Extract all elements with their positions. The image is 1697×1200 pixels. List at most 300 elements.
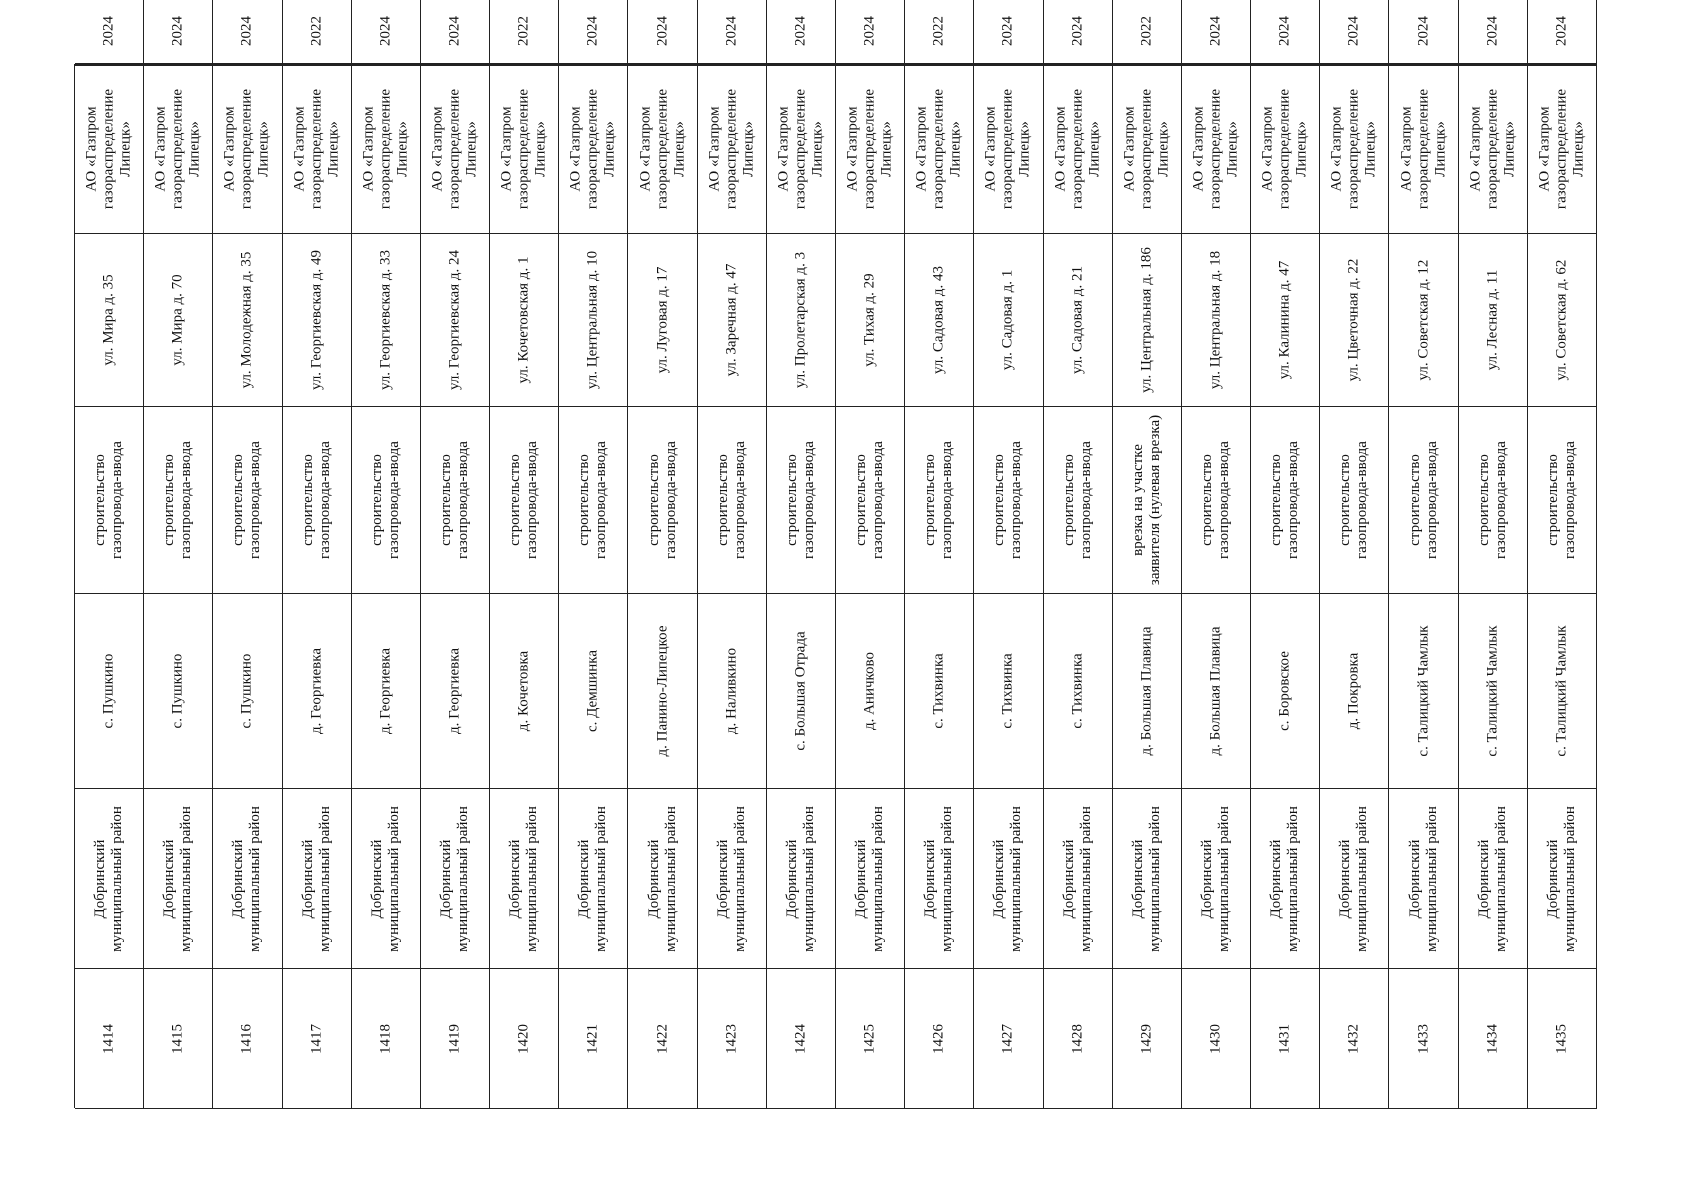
organization-cell (836, 64, 905, 234)
address-cell-text: ул. Калинина д. 47 (1276, 260, 1293, 380)
district-cell (352, 789, 421, 969)
year-cell-text: 2024 (1276, 15, 1293, 46)
row-number (559, 969, 628, 1109)
district-cell (490, 789, 559, 969)
settlement-cell-text: с. Пушкино (238, 653, 255, 729)
month-cell (1389, 65, 1458, 66)
year-cell (490, 0, 559, 64)
settlement-cell-text: с. Боровское (1276, 651, 1293, 731)
address-cell (1044, 234, 1113, 407)
settlement-cell-text: с. Тихвинка (930, 653, 947, 729)
row-number-text: 1433 (1415, 1023, 1432, 1054)
organization-cell-text: АО «Газпром газораспределение Липецк» (982, 88, 1033, 209)
organization-cell (1528, 64, 1597, 234)
year-cell-text: 2024 (584, 15, 601, 46)
table-row (213, 15, 282, 1109)
month-cell-text (585, 65, 602, 66)
organization-cell-text: АО «Газпром газораспределение Липецк» (152, 88, 203, 209)
address-cell-text: ул. Центральная д. 186 (1138, 247, 1155, 393)
organization-cell-text: АО «Газпром газораспределение Липецк» (1328, 88, 1379, 209)
month-cell (559, 65, 628, 66)
year-cell (1113, 0, 1182, 64)
address-cell (490, 234, 559, 407)
address-cell (1389, 234, 1458, 407)
district-cell-text: Добринский муниципальный район (368, 805, 402, 952)
table-row (1459, 15, 1528, 1109)
district-cell-text: Добринский муниципальный район (1406, 805, 1440, 952)
work-type-cell (213, 407, 282, 594)
district-cell (144, 789, 213, 969)
year-cell (144, 0, 213, 64)
table-row (1251, 15, 1320, 1109)
month-cell-text (1415, 65, 1432, 66)
district-cell-text: Добринский муниципальный район (1475, 805, 1509, 952)
row-number-text: 1434 (1484, 1023, 1501, 1054)
settlement-cell-text: с. Большая Отрада (792, 631, 809, 751)
settlement-cell-text: д. Георгиевка (377, 648, 394, 734)
month-cell-text (1346, 65, 1363, 66)
organization-cell-text: АО «Газпром газораспределение Липецк» (1467, 88, 1518, 209)
work-type-cell-text: строительство газопровода-ввода (230, 441, 264, 559)
work-type-cell-text: строительство газопровода-ввода (991, 441, 1025, 559)
month-cell-text (516, 65, 533, 66)
month-cell-text (170, 65, 187, 66)
row-number-text: 1419 (446, 1023, 463, 1054)
row-number (421, 969, 490, 1109)
month-cell (1182, 65, 1251, 66)
organization-cell (1320, 64, 1389, 234)
organization-cell-text: АО «Газпром газораспределение Липецк» (429, 88, 480, 209)
work-type-cell-text: строительство газопровода-ввода (1544, 441, 1578, 559)
address-cell-text: ул. Лесная д. 11 (1484, 269, 1501, 371)
work-type-cell (75, 407, 144, 594)
district-cell-text: Добринский муниципальный район (1337, 805, 1371, 952)
month-cell (628, 65, 697, 66)
district-cell (1459, 789, 1528, 969)
work-type-cell-text: строительство газопровода-ввода (853, 441, 887, 559)
settlement-cell-text: д. Аничково (861, 651, 878, 731)
table-row (905, 15, 974, 1109)
year-cell-text: 2024 (100, 15, 117, 46)
year-cell-text: 2024 (723, 15, 740, 46)
row-number (75, 969, 144, 1109)
district-cell-text: Добринский муниципальный район (1268, 805, 1302, 952)
address-cell-text: ул. Мира д. 35 (100, 274, 117, 366)
month-cell-text (1207, 65, 1224, 66)
month-cell-text (239, 65, 256, 66)
row-number (1182, 969, 1251, 1109)
row-number (836, 969, 905, 1109)
month-cell (283, 65, 352, 66)
organization-cell (144, 64, 213, 234)
address-cell (1182, 234, 1251, 407)
settlement-cell (352, 594, 421, 789)
row-number-text: 1423 (723, 1023, 740, 1054)
organization-cell (1389, 64, 1458, 234)
organization-cell (767, 64, 836, 234)
row-number-text: 1415 (169, 1023, 186, 1054)
address-cell (421, 234, 490, 407)
work-type-cell (905, 407, 974, 594)
row-number (144, 969, 213, 1109)
row-number (1459, 969, 1528, 1109)
address-cell-text: ул. Пролетарская д. 3 (792, 251, 809, 389)
address-cell-text: ул. Георгиевская д. 33 (377, 250, 394, 391)
work-type-cell (144, 407, 213, 594)
settlement-cell-text: с. Тихвинка (999, 653, 1016, 729)
year-cell-text: 2024 (999, 15, 1016, 46)
work-type-cell-text: строительство газопровода-ввода (1198, 441, 1232, 559)
row-number-text: 1414 (100, 1023, 117, 1054)
organization-cell (490, 64, 559, 234)
work-type-cell (490, 407, 559, 594)
year-cell (836, 0, 905, 64)
work-type-cell-text: строительство газопровода-ввода (1337, 441, 1371, 559)
address-cell-text: ул. Советская д. 62 (1553, 259, 1570, 381)
settlement-cell (1320, 594, 1389, 789)
district-cell-text: Добринский муниципальный район (437, 805, 471, 952)
organization-cell-text: АО «Газпром газораспределение Липецк» (706, 88, 757, 209)
row-number-text: 1426 (930, 1023, 947, 1054)
organization-cell (1044, 64, 1113, 234)
district-cell-text: Добринский муниципальный район (1198, 805, 1232, 952)
month-cell (1320, 65, 1389, 66)
row-number (698, 969, 767, 1109)
work-type-cell (974, 407, 1043, 594)
month-cell-text (1553, 65, 1570, 66)
work-type-cell (1459, 407, 1528, 594)
work-type-cell (421, 407, 490, 594)
year-cell-text: 2022 (515, 15, 532, 46)
settlement-cell (421, 594, 490, 789)
district-cell (628, 789, 697, 969)
address-cell (628, 234, 697, 407)
month-cell (905, 65, 974, 66)
work-type-cell (1320, 407, 1389, 594)
district-cell (1389, 789, 1458, 969)
row-number-text: 1431 (1276, 1023, 1293, 1054)
address-cell (836, 234, 905, 407)
address-cell-text: ул. Кочетовская д. 1 (515, 256, 532, 384)
settlement-cell-text: д. Георгиевка (308, 648, 325, 734)
year-cell-text: 2024 (1345, 15, 1362, 46)
table-row (1389, 15, 1458, 1109)
address-cell-text: ул. Советская д. 12 (1415, 259, 1432, 381)
year-cell (1459, 0, 1528, 64)
district-cell-text: Добринский муниципальный район (991, 805, 1025, 952)
settlement-cell (1459, 594, 1528, 789)
settlement-cell-text: д. Большая Плавица (1207, 626, 1224, 756)
row-number-text: 1417 (308, 1023, 325, 1054)
organization-cell (1251, 64, 1320, 234)
year-cell (1182, 0, 1251, 64)
table-row (559, 15, 628, 1109)
year-cell-text: 2024 (1553, 15, 1570, 46)
work-type-cell (283, 407, 352, 594)
organization-cell (1459, 64, 1528, 234)
work-type-cell-text: строительство газопровода-ввода (92, 441, 126, 559)
month-cell-text (654, 65, 671, 66)
row-number (352, 969, 421, 1109)
month-cell (836, 65, 905, 66)
year-cell-text: 2024 (1484, 15, 1501, 46)
settlement-cell (974, 594, 1043, 789)
organization-cell (559, 64, 628, 234)
month-cell (1459, 65, 1528, 66)
year-cell (1320, 0, 1389, 64)
address-cell (352, 234, 421, 407)
district-cell (974, 789, 1043, 969)
organization-cell (698, 64, 767, 234)
district-cell (1113, 789, 1182, 969)
settlement-cell (144, 594, 213, 789)
row-number-text: 1425 (861, 1023, 878, 1054)
year-cell (1389, 0, 1458, 64)
year-cell-text: 2024 (238, 15, 255, 46)
organization-cell (283, 64, 352, 234)
district-cell-text: Добринский муниципальный район (230, 805, 264, 952)
organization-cell-text: АО «Газпром газораспределение Липецк» (1536, 88, 1587, 209)
row-number (767, 969, 836, 1109)
organization-cell-text: АО «Газпром газораспределение Липецк» (360, 88, 411, 209)
year-cell (559, 0, 628, 64)
row-number (213, 969, 282, 1109)
month-cell (1113, 65, 1182, 66)
address-cell-text: ул. Садовая д. 21 (1069, 266, 1086, 374)
table-row (490, 15, 559, 1109)
month-cell (490, 65, 559, 66)
organization-cell-text: АО «Газпром газораспределение Липецк» (1052, 88, 1103, 209)
settlement-cell (1044, 594, 1113, 789)
work-type-cell-text: строительство газопровода-ввода (437, 441, 471, 559)
district-cell (1320, 789, 1389, 969)
month-cell (1251, 65, 1320, 66)
month-cell-text (1484, 65, 1501, 66)
district-cell (1044, 789, 1113, 969)
month-cell-text (446, 65, 463, 66)
row-number-text: 1435 (1553, 1023, 1570, 1054)
month-cell-text (792, 65, 809, 66)
organization-cell-text: АО «Газпром газораспределение Липецк» (637, 88, 688, 209)
month-cell (75, 65, 144, 66)
year-cell (75, 0, 144, 64)
year-cell-text: 2024 (861, 15, 878, 46)
district-cell-text: Добринский муниципальный район (645, 805, 679, 952)
work-type-cell-text: строительство газопровода-ввода (507, 441, 541, 559)
year-cell (628, 0, 697, 64)
organization-cell (352, 64, 421, 234)
year-cell (1044, 0, 1113, 64)
district-cell-text: Добринский муниципальный район (1129, 805, 1163, 952)
work-type-cell (1251, 407, 1320, 594)
settlement-cell-text: с. Тихвинка (1069, 653, 1086, 729)
rotated-data-table (74, 15, 1596, 1108)
row-number (1113, 969, 1182, 1109)
row-number-text: 1422 (654, 1023, 671, 1054)
settlement-cell (1113, 594, 1182, 789)
work-type-cell (1389, 407, 1458, 594)
table-row (767, 15, 836, 1109)
address-cell (559, 234, 628, 407)
table-row (1113, 15, 1182, 1109)
district-cell (1528, 789, 1597, 969)
year-cell-text: 2024 (446, 15, 463, 46)
year-cell (1251, 0, 1320, 64)
table-row (836, 15, 905, 1109)
address-cell (283, 234, 352, 407)
table-row (283, 15, 352, 1109)
district-cell-text: Добринский муниципальный район (1544, 805, 1578, 952)
settlement-cell (559, 594, 628, 789)
work-type-cell (352, 407, 421, 594)
work-type-cell (836, 407, 905, 594)
address-cell-text: ул. Луговая д. 17 (654, 266, 671, 374)
year-cell (421, 0, 490, 64)
organization-cell-text: АО «Газпром газораспределение Липецк» (775, 88, 826, 209)
district-cell (283, 789, 352, 969)
organization-cell-text: АО «Газпром газораспределение Липецк» (291, 88, 342, 209)
month-cell (974, 65, 1043, 66)
settlement-cell-text: д. Кочетовка (515, 650, 532, 732)
address-cell-text: ул. Георгиевская д. 24 (446, 250, 463, 391)
work-type-cell (559, 407, 628, 594)
district-cell-text: Добринский муниципальный район (576, 805, 610, 952)
address-cell (1320, 234, 1389, 407)
district-cell (75, 789, 144, 969)
row-number (1044, 969, 1113, 1109)
row-number-text: 1418 (377, 1023, 394, 1054)
month-cell-text (377, 65, 394, 66)
organization-cell-text: АО «Газпром газораспределение Липецк» (498, 88, 549, 209)
settlement-cell-text: с. Пушкино (169, 653, 186, 729)
row-number (283, 969, 352, 1109)
settlement-cell (1389, 594, 1458, 789)
month-cell (1044, 65, 1113, 66)
district-cell (698, 789, 767, 969)
settlement-cell (1182, 594, 1251, 789)
work-type-cell (698, 407, 767, 594)
table-row (628, 15, 697, 1109)
row-number-text: 1428 (1069, 1023, 1086, 1054)
work-type-cell-text: врезка на участке заявителя (нулевая врезка) (1129, 414, 1163, 586)
month-cell (767, 65, 836, 66)
work-type-cell-text: строительство газопровода-ввода (1406, 441, 1440, 559)
month-cell (144, 65, 213, 66)
table-row (421, 15, 490, 1109)
year-cell-text: 2022 (930, 15, 947, 46)
address-cell-text: ул. Заречная д. 47 (723, 263, 740, 377)
work-type-cell-text: строительство газопровода-ввода (368, 441, 402, 559)
row-number (628, 969, 697, 1109)
organization-cell-text: АО «Газпром газораспределение Липецк» (1259, 88, 1310, 209)
address-cell-text: ул. Центральная д. 10 (584, 250, 601, 390)
settlement-cell (836, 594, 905, 789)
district-cell-text: Добринский муниципальный район (507, 805, 541, 952)
month-cell-text (1277, 65, 1294, 66)
year-cell-text: 2024 (792, 15, 809, 46)
year-cell (213, 0, 282, 64)
work-type-cell (1182, 407, 1251, 594)
address-cell-text: ул. Мира д. 70 (169, 274, 186, 366)
month-cell (421, 65, 490, 66)
settlement-cell (628, 594, 697, 789)
district-cell (559, 789, 628, 969)
address-cell-text: ул. Цветочная д. 22 (1345, 258, 1362, 382)
row-number (1320, 969, 1389, 1109)
month-cell-text (308, 65, 325, 66)
organization-cell (1182, 64, 1251, 234)
address-cell (1113, 234, 1182, 407)
table-row (1044, 15, 1113, 1109)
table-row (974, 15, 1043, 1109)
district-cell-text: Добринский муниципальный район (714, 805, 748, 952)
table-row (1182, 15, 1251, 1109)
address-cell-text: ул. Тихая д. 29 (861, 273, 878, 367)
row-number-text: 1432 (1345, 1023, 1362, 1054)
address-cell (1251, 234, 1320, 407)
organization-cell-text: АО «Газпром газораспределение Липецк» (83, 88, 134, 209)
district-cell-text: Добринский муниципальный район (1060, 805, 1094, 952)
settlement-cell-text: д. Панино-Липецкое (654, 625, 671, 757)
year-cell-text: 2024 (654, 15, 671, 46)
district-cell (421, 789, 490, 969)
table-row (144, 15, 213, 1109)
year-cell (974, 0, 1043, 64)
settlement-cell-text: с. Демшинка (584, 649, 601, 733)
work-type-cell-text: строительство газопровода-ввода (1268, 441, 1302, 559)
year-cell-text: 2022 (1138, 15, 1155, 46)
work-type-cell (1113, 407, 1182, 594)
district-cell (1251, 789, 1320, 969)
table-row (75, 15, 144, 1109)
district-cell-text: Добринский муниципальный район (299, 805, 333, 952)
address-cell-text: ул. Георгиевская д. 49 (308, 250, 325, 391)
year-cell-text: 2024 (169, 15, 186, 46)
organization-cell (974, 64, 1043, 234)
district-cell-text: Добринский муниципальный район (853, 805, 887, 952)
organization-cell (213, 64, 282, 234)
organization-cell-text: АО «Газпром газораспределение Липецк» (1398, 88, 1449, 209)
work-type-cell-text: строительство газопровода-ввода (576, 441, 610, 559)
table-row (1320, 15, 1389, 1109)
settlement-cell-text: с. Талицкий Чамлык (1553, 625, 1570, 757)
row-number-text: 1427 (999, 1023, 1016, 1054)
organization-cell (1113, 64, 1182, 234)
month-cell-text (862, 65, 879, 66)
address-cell (905, 234, 974, 407)
month-cell-text (1000, 65, 1017, 66)
year-cell-text: 2024 (1415, 15, 1432, 46)
row-number-text: 1424 (792, 1023, 809, 1054)
district-cell-text: Добринский муниципальный район (783, 805, 817, 952)
year-cell (767, 0, 836, 64)
settlement-cell-text: с. Талицкий Чамлык (1484, 625, 1501, 757)
row-number (1528, 969, 1597, 1109)
table-row (698, 15, 767, 1109)
row-number-text: 1416 (238, 1023, 255, 1054)
month-cell (698, 65, 767, 66)
organization-cell (628, 64, 697, 234)
work-type-cell-text: строительство газопровода-ввода (161, 441, 195, 559)
settlement-cell-text: д. Покровка (1345, 652, 1362, 730)
row-number-text: 1429 (1138, 1023, 1155, 1054)
row-number (490, 969, 559, 1109)
address-cell (75, 234, 144, 407)
settlement-cell (213, 594, 282, 789)
work-type-cell-text: строительство газопровода-ввода (922, 441, 956, 559)
year-cell-text: 2022 (308, 15, 325, 46)
settlement-cell (1528, 594, 1597, 789)
